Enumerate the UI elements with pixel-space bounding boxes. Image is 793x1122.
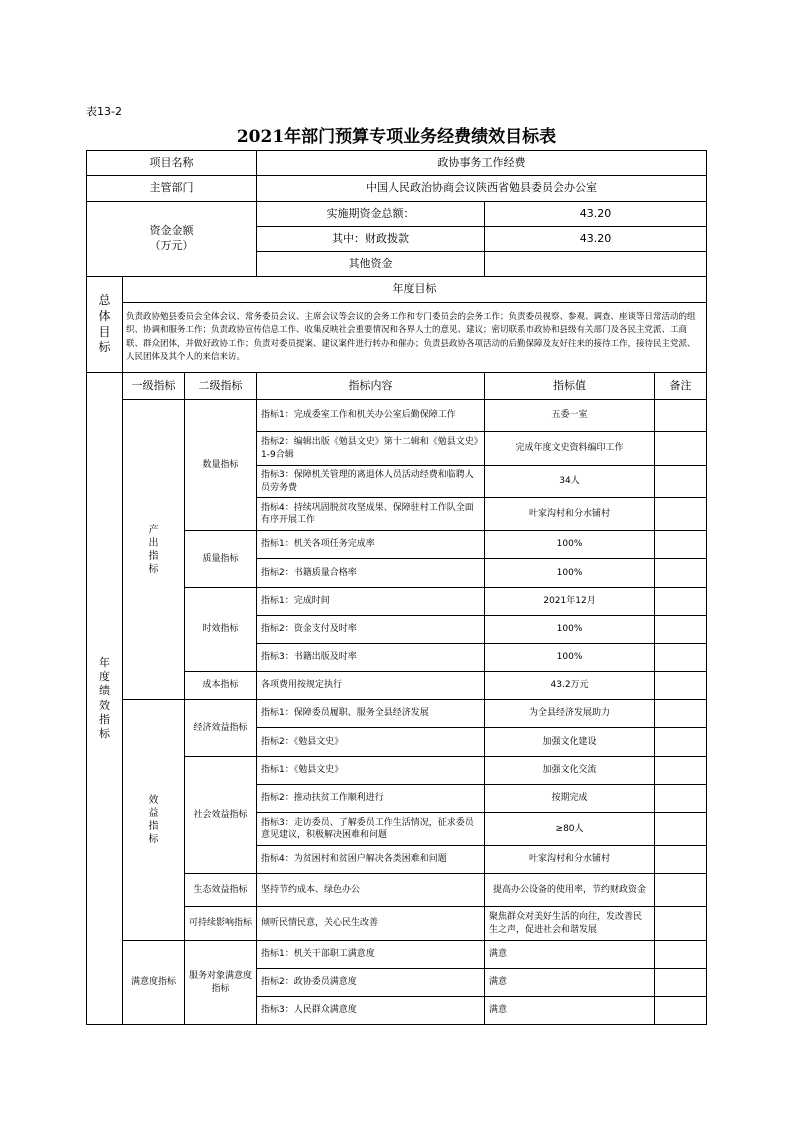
indicator-remark — [655, 813, 707, 846]
level1-satisfaction: 满意度指标 — [123, 941, 185, 1025]
indicator-value: 100% — [485, 559, 655, 588]
header-value: 指标值 — [485, 373, 655, 400]
indicator-remark — [655, 466, 707, 498]
total-funds-label: 实施期资金总额： — [257, 202, 485, 227]
indicator-remark — [655, 941, 707, 969]
indicator-content: 指标2：资金支付及时率 — [257, 616, 485, 644]
indicator-remark — [655, 997, 707, 1025]
indicator-content: 各项费用按规定执行 — [257, 672, 485, 700]
indicator-value: 完成年度文史资料编印工作 — [485, 432, 655, 466]
table-row — [87, 941, 707, 969]
indicator-content: 指标3：走访委员、了解委员工作生活情况，征求委员意见建议，积极解决困难和问题 — [257, 813, 485, 846]
indicator-remark — [655, 907, 707, 941]
dept-label: 主管部门 — [87, 176, 257, 202]
indicator-content: 指标1：完成时间 — [257, 588, 485, 616]
annual-goal-text: 负责政协勉县委员会全体会议、常务委员会议、主席会议等会议的会务工作和专门委员会的会务工作；负责委员视察、参观、调查、座谈等日常活动的组织、协调和服务工作；负责政协宣传信息工作、收集反映社会重要情况和各界人士的意见、建议；密切联系市政协和县级有关部门及各民主党派、工商联、群众团体，并做好政协工作；负责对委员提案、建议案件进行转办和催办；负责县政协各项活动的后勤保障及友好往来的接待工作，接待民主党派、人民团体及其个人的来信来访。 — [123, 303, 707, 373]
header-level1: 一级指标 — [123, 373, 185, 400]
indicator-content: 坚持节约成本、绿色办公 — [257, 874, 485, 907]
fiscal-funds-label: 其中：财政拨款 — [257, 227, 485, 252]
indicator-remark — [655, 644, 707, 672]
annual-indicators-label: 年度绩效指标 — [87, 373, 123, 1025]
indicator-content: 指标3：人民群众满意度 — [257, 997, 485, 1025]
indicator-value: 2021年12月 — [485, 588, 655, 616]
fiscal-funds-value: 43.20 — [485, 227, 707, 252]
indicator-value: 满意 — [485, 941, 655, 969]
indicator-content: 指标2：编辑出版《勉县文史》第十二辑和《勉县文史》1-9合辑 — [257, 432, 485, 466]
indicator-value: 43.2万元 — [485, 672, 655, 700]
level2-economic: 经济效益指标 — [185, 700, 257, 757]
indicator-content: 指标1：《勉县文史》 — [257, 757, 485, 785]
indicator-content: 指标2：书籍质量合格率 — [257, 559, 485, 588]
indicator-content: 指标3：保障机关管理的离退休人员活动经费和临聘人员劳务费 — [257, 466, 485, 498]
indicator-value: 100% — [485, 644, 655, 672]
indicator-remark — [655, 969, 707, 997]
table-row — [87, 400, 707, 432]
header-remark: 备注 — [655, 373, 707, 400]
indicator-content: 指标1：机关各项任务完成率 — [257, 531, 485, 559]
indicator-value: 叶家沟村和分水铺村 — [485, 846, 655, 874]
indicator-value: ≥80人 — [485, 813, 655, 846]
indicator-remark — [655, 498, 707, 531]
indicator-remark — [655, 846, 707, 874]
indicator-value: 满意 — [485, 997, 655, 1025]
indicator-content: 倾听民情民意，关心民生改善 — [257, 907, 485, 941]
indicator-remark — [655, 432, 707, 466]
indicator-value: 满意 — [485, 969, 655, 997]
level2-sustainable: 可持续影响指标 — [185, 907, 257, 941]
indicator-content: 指标1：机关干部职工满意度 — [257, 941, 485, 969]
funds-label: 资金金额 （万元） — [87, 202, 257, 277]
indicator-value: 聚焦群众对美好生活的向往，发改善民生之声，促进社会和谐发展 — [485, 907, 655, 941]
indicator-content: 指标2：推动扶贫工作顺利进行 — [257, 785, 485, 813]
document-title: 2021年部门预算专项业务经费绩效目标表 — [236, 127, 557, 147]
level2-quality: 质量指标 — [185, 531, 257, 588]
indicator-value: 按期完成 — [485, 785, 655, 813]
other-funds-label: 其他资金 — [257, 252, 485, 277]
table-row — [87, 700, 707, 728]
project-name-label: 项目名称 — [87, 151, 257, 176]
overall-goal-label: 总体目标 — [87, 277, 123, 373]
indicator-content: 指标2：《勉县文史》 — [257, 728, 485, 757]
indicator-remark — [655, 616, 707, 644]
level2-cost: 成本指标 — [185, 672, 257, 700]
header-content: 指标内容 — [257, 373, 485, 400]
total-funds-value: 43.20 — [485, 202, 707, 227]
performance-target-table — [86, 150, 707, 1025]
indicator-remark — [655, 757, 707, 785]
other-funds-value — [485, 252, 707, 277]
project-name-value: 政协事务工作经费 — [257, 151, 707, 176]
indicator-remark — [655, 588, 707, 616]
indicator-value: 100% — [485, 616, 655, 644]
level1-output: 产出指标 — [123, 400, 185, 700]
indicator-remark — [655, 728, 707, 757]
indicator-content: 指标4：为贫困村和贫困户解决各类困难和问题 — [257, 846, 485, 874]
annual-goal-header: 年度目标 — [123, 277, 707, 303]
indicator-remark — [655, 874, 707, 907]
level2-service-satisfaction: 服务对象满意度指标 — [185, 941, 257, 1025]
indicator-value: 提高办公设备的使用率，节约财政资金 — [485, 874, 655, 907]
header-level2: 二级指标 — [185, 373, 257, 400]
indicator-value: 叶家沟村和分水铺村 — [485, 498, 655, 531]
level2-timeliness: 时效指标 — [185, 588, 257, 672]
indicator-value: 加强文化交流 — [485, 757, 655, 785]
indicator-remark — [655, 559, 707, 588]
table-code: 表13-2 — [86, 105, 122, 118]
indicator-remark — [655, 672, 707, 700]
indicator-remark — [655, 400, 707, 432]
indicator-value: 五委一室 — [485, 400, 655, 432]
indicator-value: 100% — [485, 531, 655, 559]
indicator-value: 加强文化建设 — [485, 728, 655, 757]
level1-benefit: 效益指标 — [123, 700, 185, 941]
indicator-value: 34人 — [485, 466, 655, 498]
indicator-content: 指标1：保障委员履职、服务全县经济发展 — [257, 700, 485, 728]
indicator-content: 指标2：政协委员满意度 — [257, 969, 485, 997]
indicator-remark — [655, 785, 707, 813]
indicator-remark — [655, 531, 707, 559]
indicator-value: 为全县经济发展助力 — [485, 700, 655, 728]
indicator-remark — [655, 700, 707, 728]
level2-quantity: 数量指标 — [185, 400, 257, 531]
level2-social: 社会效益指标 — [185, 757, 257, 874]
indicator-content: 指标1：完成委室工作和机关办公室后勤保障工作 — [257, 400, 485, 432]
level2-ecological: 生态效益指标 — [185, 874, 257, 907]
dept-value: 中国人民政治协商会议陕西省勉县委员会办公室 — [257, 176, 707, 202]
indicator-content: 指标3：书籍出版及时率 — [257, 644, 485, 672]
indicator-content: 指标4：持续巩固脱贫攻坚成果、保障驻村工作队全面有序开展工作 — [257, 498, 485, 531]
